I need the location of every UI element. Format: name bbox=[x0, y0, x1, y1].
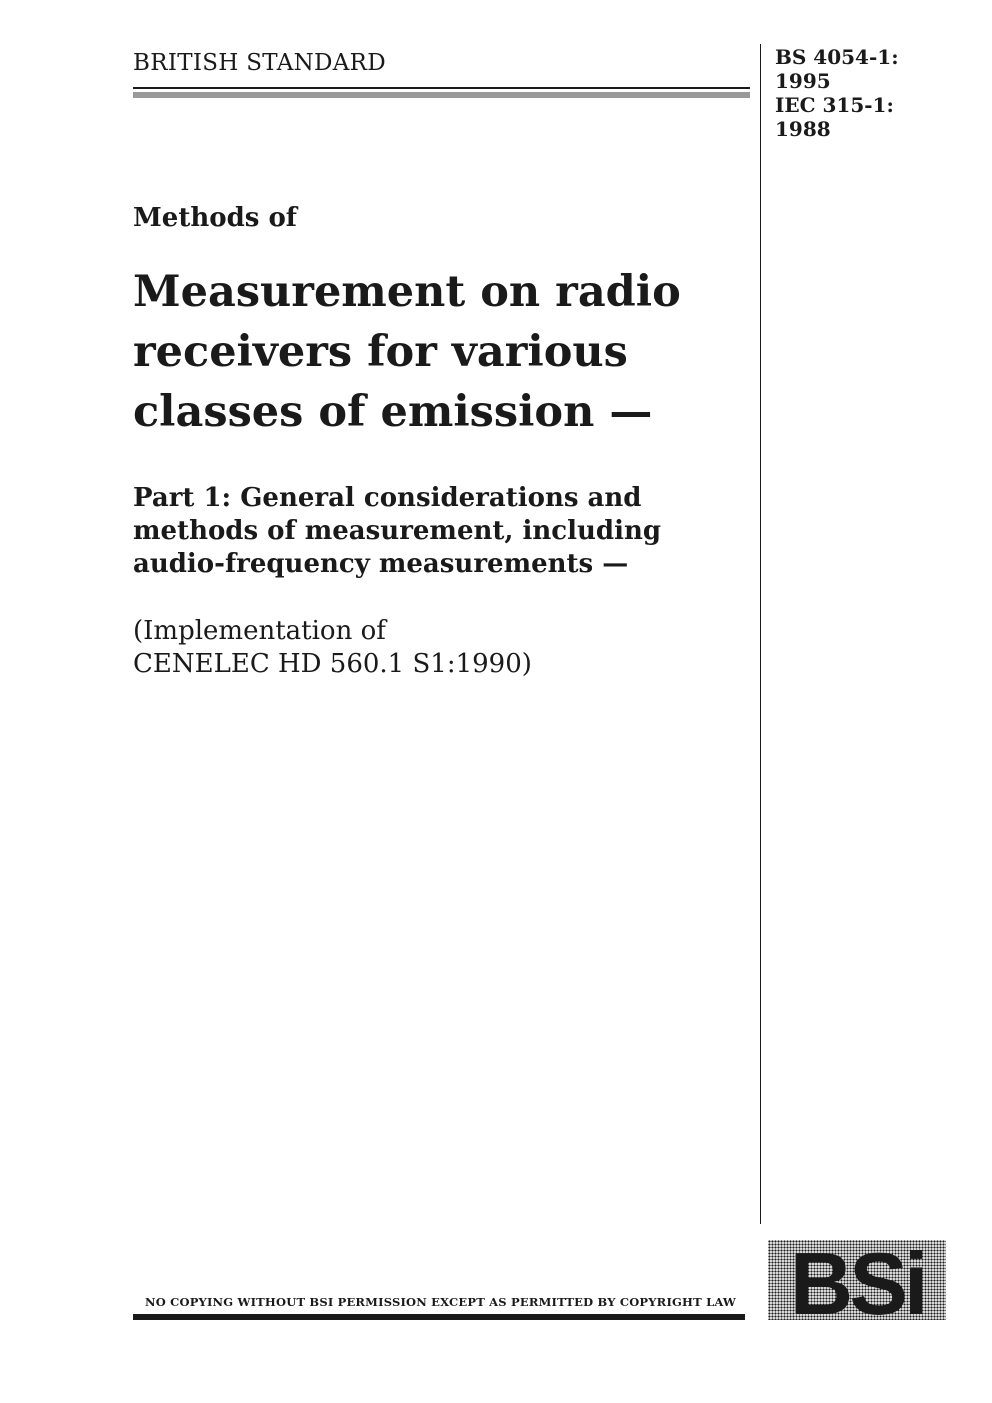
footer-rule bbox=[133, 1314, 745, 1320]
implementation-line: CENELEC HD 560.1 S1:1990) bbox=[133, 649, 532, 679]
part-line: Part 1: General considerations and bbox=[133, 483, 642, 513]
copyright-notice: NO COPYING WITHOUT BSI PERMISSION EXCEPT AS PERMITTED BY COPYRIGHT LAW bbox=[145, 1295, 737, 1309]
header-label: BRITISH STANDARD bbox=[133, 50, 387, 76]
part-line: methods of measurement, including bbox=[133, 516, 662, 546]
vertical-divider bbox=[760, 44, 761, 1224]
implementation-line: (Implementation of bbox=[133, 616, 386, 646]
header-rule-thin bbox=[133, 87, 750, 89]
bs-number-line1: BS 4054-1: bbox=[775, 45, 899, 69]
part-line: audio-frequency measurements — bbox=[133, 549, 629, 579]
header-rule-thick bbox=[133, 92, 750, 98]
bs-number-line2: 1995 bbox=[775, 69, 831, 93]
title-line: receivers for various bbox=[133, 327, 628, 377]
title-line: classes of emission — bbox=[133, 387, 653, 437]
title-intro: Methods of bbox=[133, 203, 297, 233]
standard-numbers bbox=[775, 45, 899, 141]
svg-text:BSi: BSi bbox=[789, 1240, 925, 1320]
iec-number-line2: 1988 bbox=[775, 117, 831, 141]
iec-number-line1: IEC 315-1: bbox=[775, 93, 894, 117]
bsi-logo bbox=[768, 1240, 946, 1320]
title-line: Measurement on radio bbox=[133, 267, 681, 317]
implementation-note bbox=[133, 615, 753, 681]
part-subtitle bbox=[133, 482, 753, 581]
document-title bbox=[133, 262, 753, 442]
